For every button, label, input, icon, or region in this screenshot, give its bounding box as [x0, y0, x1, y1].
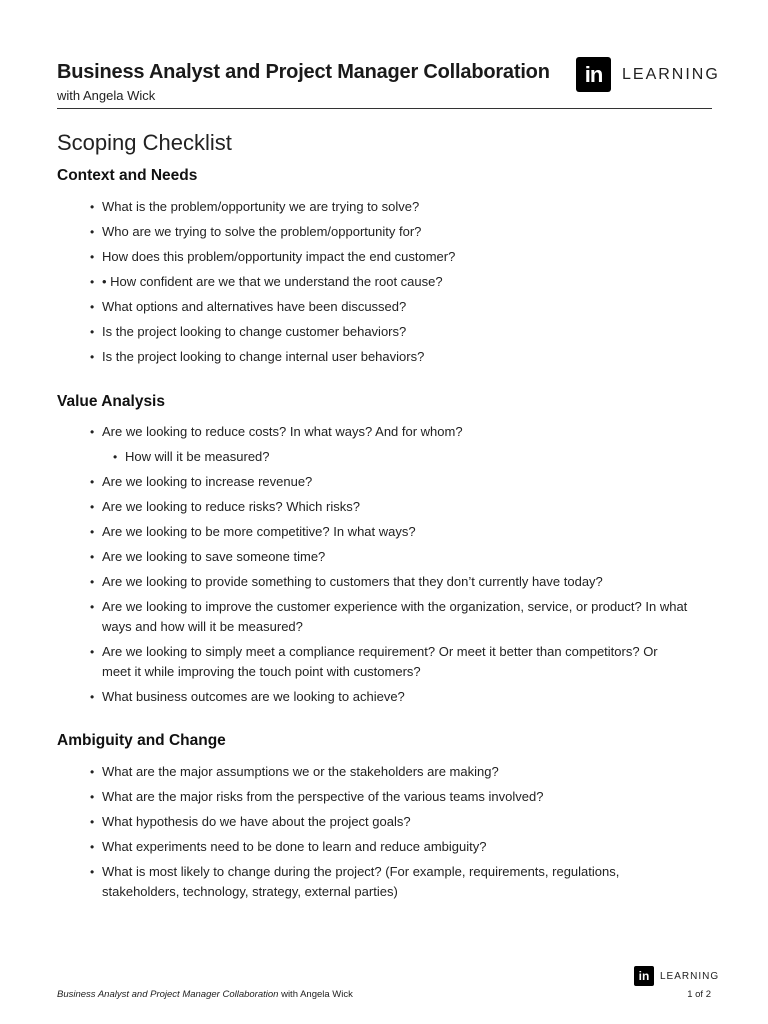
sub-list-item: • How will it be measured? — [113, 447, 690, 467]
list-item: • What hypothesis do we have about the project goals? — [90, 812, 690, 832]
list-item: • What options and alternatives have been discussed? — [90, 297, 690, 317]
list-item: • Is the project looking to change customer behaviors? — [90, 322, 690, 342]
linkedin-learning-logo — [576, 57, 720, 92]
context-and-needs-list — [90, 197, 690, 372]
list-item: • What is most likely to change during the project? (For example, requirements, regulations, stakeholders, technology, strategy, external parties) — [90, 862, 690, 902]
linkedin-in-icon: in — [576, 57, 611, 92]
document-title: Business Analyst and Project Manager Collaboration — [57, 61, 550, 83]
page-number: 1 of 2 — [687, 989, 711, 1000]
list-item: • What are the major risks from the perspective of the various teams involved? — [90, 787, 690, 807]
footer-course-credit — [57, 989, 353, 1000]
list-item: • Are we looking to improve the customer experience with the organization, service, or product? In what ways and how will it be measured? — [90, 597, 690, 637]
list-item: • Who are we trying to solve the problem/opportunity for? — [90, 222, 690, 242]
footer-linkedin-learning-logo — [634, 966, 719, 986]
ambiguity-and-change-list — [90, 762, 690, 907]
list-item: • Are we looking to be more competitive? In what ways? — [90, 522, 690, 542]
footer-logo-wordmark: LEARNING — [660, 970, 720, 982]
list-item: • What are the major assumptions we or the stakeholders are making? — [90, 762, 690, 782]
footer-course-title: Business Analyst and Project Manager Collaboration — [57, 989, 279, 1000]
list-item: • Is the project looking to change internal user behaviors? — [90, 347, 690, 367]
list-item: • Are we looking to provide something to customers that they don’t currently have today? — [90, 572, 690, 592]
linkedin-in-icon: in — [634, 966, 654, 986]
section-title-ambiguity-and-change: Ambiguity and Change — [57, 732, 226, 749]
list-item: • What experiments need to be done to learn and reduce ambiguity? — [90, 837, 690, 857]
footer-author: with Angela Wick — [278, 989, 353, 1000]
list-item: • How does this problem/opportunity impact the end customer? — [90, 247, 690, 267]
page-heading: Scoping Checklist — [57, 130, 232, 155]
list-item: • What business outcomes are we looking to achieve? — [90, 687, 690, 707]
logo-wordmark: LEARNING — [622, 65, 720, 83]
document-subtitle: with Angela Wick — [57, 88, 156, 103]
list-item: • Are we looking to save someone time? — [90, 547, 690, 567]
section-title-value-analysis: Value Analysis — [57, 393, 165, 410]
list-item: • What is the problem/opportunity we are trying to solve? — [90, 197, 690, 217]
value-analysis-list — [90, 422, 690, 712]
list-item: • Are we looking to reduce risks? Which risks? — [90, 497, 690, 517]
list-item: • Are we looking to reduce costs? In what ways? And for whom? — [90, 422, 690, 442]
list-item: • • How confident are we that we understand the root cause? — [90, 272, 690, 292]
section-title-context-and-needs: Context and Needs — [57, 167, 198, 184]
list-item: • Are we looking to simply meet a compliance requirement? Or meet it better than competitors? Or meet it while improving the touch point with customers? — [90, 642, 690, 682]
list-item: • Are we looking to increase revenue? — [90, 472, 690, 492]
